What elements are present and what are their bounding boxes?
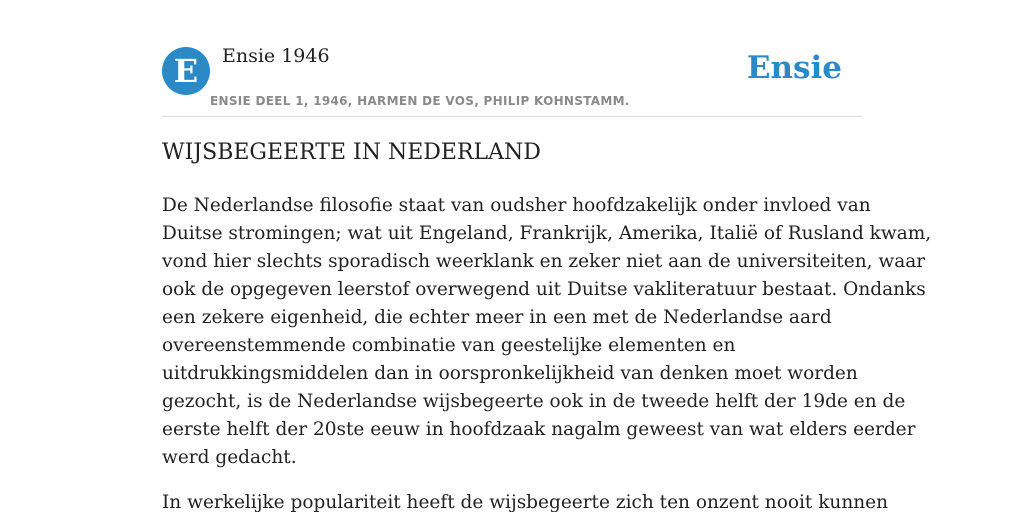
book-title[interactable]: Ensie 1946 xyxy=(222,45,330,67)
header xyxy=(162,0,862,117)
text-line: In werkelijke populariteit heeft de wijsbegeerte zich ten onzent nooit kunnen xyxy=(162,492,889,512)
text-line: uitdrukkingsmiddelen dan in oorspronkelijkheid van denken moet worden xyxy=(162,363,858,384)
book-subtitle: ENSIE DEEL 1, 1946, HARMEN DE VOS, PHILIP KOHNSTAMM. xyxy=(210,94,630,108)
text-line: eerste helft der 20ste eeuw in hoofdzaak nagalm geweest van wat elders eerder xyxy=(162,419,916,440)
text-line: gezocht, is de Nederlandse wijsbegeerte ook in de tweede helft der 19de en de xyxy=(162,391,906,412)
paragraph-1 xyxy=(162,192,932,472)
text-line: Duitse stromingen; wat uit Engeland, Frankrijk, Amerika, Italië of Rusland kwam, xyxy=(162,223,932,244)
text-line: vond hier slechts sporadisch weerklank en zeker niet aan de universiteiten, waar xyxy=(162,251,926,272)
article-title: WIJSBEGEERTE IN NEDERLAND xyxy=(162,140,541,165)
text-line: een zekere eigenheid, die echter meer in een met de Nederlandse aard xyxy=(162,307,832,328)
brand-logo[interactable]: Ensie xyxy=(746,50,842,86)
paragraph-2 xyxy=(162,489,889,512)
text-line: ook de opgegeven leerstof overwegend uit Duitse vakliteratuur bestaat. Ondanks xyxy=(162,279,926,300)
ensie-logo-icon[interactable]: E xyxy=(162,47,210,95)
text-line: De Nederlandse filosofie staat van oudsher hoofdzakelijk onder invloed van xyxy=(162,195,871,216)
text-line: werd gedacht. xyxy=(162,447,297,468)
text-line: overeenstemmende combinatie van geestelijke elementen en xyxy=(162,335,736,356)
article-body xyxy=(162,192,932,512)
